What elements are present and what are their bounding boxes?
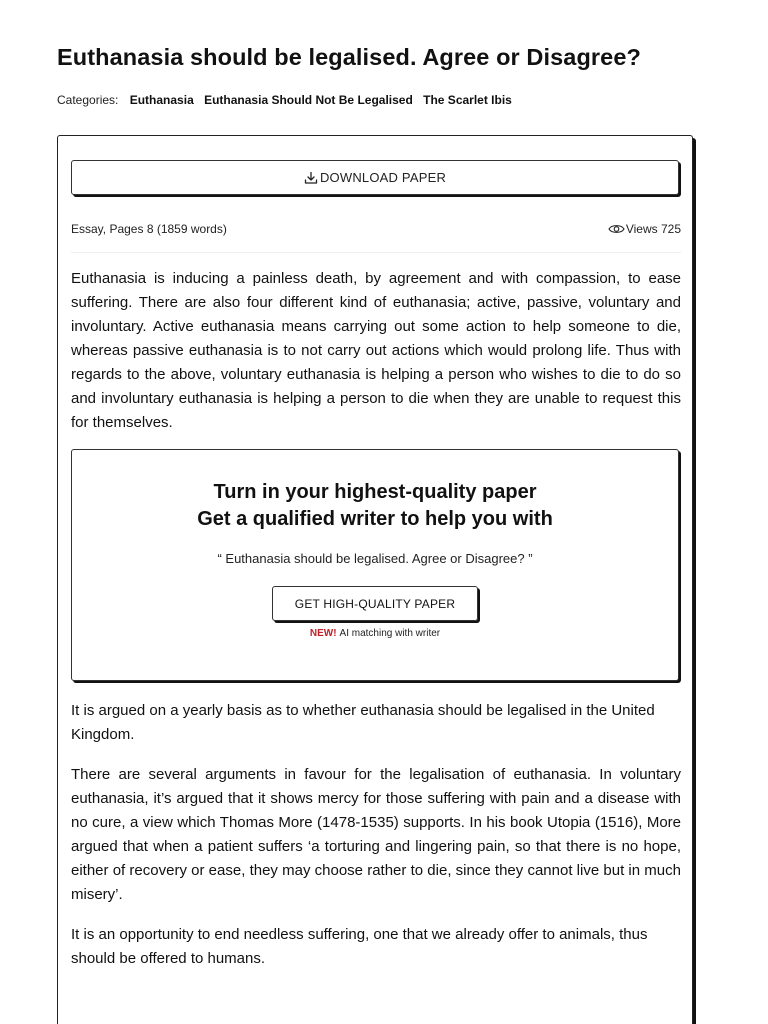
promo-headline-1: Turn in your highest-quality paper (213, 481, 537, 503)
views-count (608, 222, 681, 236)
essay-meta (71, 222, 681, 236)
essay-paragraph-3: There are several arguments in favour for the legalisation of euthanasia. In voluntary euthanasia, it’s argued that it shows mercy for those suffering with pain and a disease with no cure, a view which Thomas More (1478-1535) supports. In his book Utopia (1516), More argued that when a patient suffers ‘a torturing and lingering pain, so that there is no hope, either of recovery or ease, they may choose rather to die, since they cannot live but in much misery’. (71, 766, 681, 903)
new-badge: NEW! (309, 628, 337, 639)
page-title: Euthanasia should be legalised. Agree or Disagree? (57, 44, 641, 70)
promo-box (71, 449, 679, 681)
download-paper-label: DOWNLOAD PAPER (319, 170, 447, 185)
essay-paragraph-2: It is argued on a yearly basis as to whether euthanasia should be legalised in the United Kingdom. (71, 702, 655, 743)
essay-paragraph-4: It is an opportunity to end needless suffering, one that we already offer to animals, thus should be offered to humans. (71, 926, 648, 967)
promo-headline-2: Get a qualified writer to help you with (197, 508, 553, 530)
ai-matching-text: AI matching with writer (339, 628, 441, 639)
essay-paragraph-1: Euthanasia is inducing a painless death, by agreement and with compassion, to ease suffering. There are also four different kind of euthanasia; active, passive, voluntary and involuntary. Active euthanasia means carrying out some action to help someone to die, whereas passive euthanasia is to not carry out actions which would prolong life. Thus with regards to the above, voluntary euthanasia is helping a person who wishes to die to do so and involuntary euthanasia is helping a person to die when they are unable to request this for themselves. (71, 270, 681, 431)
meta-divider (71, 252, 681, 253)
download-icon (304, 171, 318, 185)
eye-icon (608, 223, 625, 235)
categories-row (57, 93, 519, 107)
promo-topic: “ Euthanasia should be legalised. Agree or Disagree? ” (217, 551, 533, 566)
download-paper-button[interactable] (71, 160, 679, 195)
get-high-quality-paper-button[interactable]: GET HIGH-QUALITY PAPER (272, 586, 478, 621)
essay-info: Essay, Pages 8 (1859 words) (71, 222, 227, 236)
ai-matching-note (72, 628, 678, 639)
category-link-should-not-be-legalised[interactable]: Euthanasia Should Not Be Legalised (204, 93, 413, 107)
categories-label: Categories: (57, 93, 119, 107)
category-link-scarlet-ibis[interactable]: The Scarlet Ibis (423, 93, 512, 107)
essay-card (57, 135, 693, 1024)
category-link-euthanasia[interactable]: Euthanasia (129, 93, 194, 107)
views-label: Views 725 (625, 222, 681, 236)
